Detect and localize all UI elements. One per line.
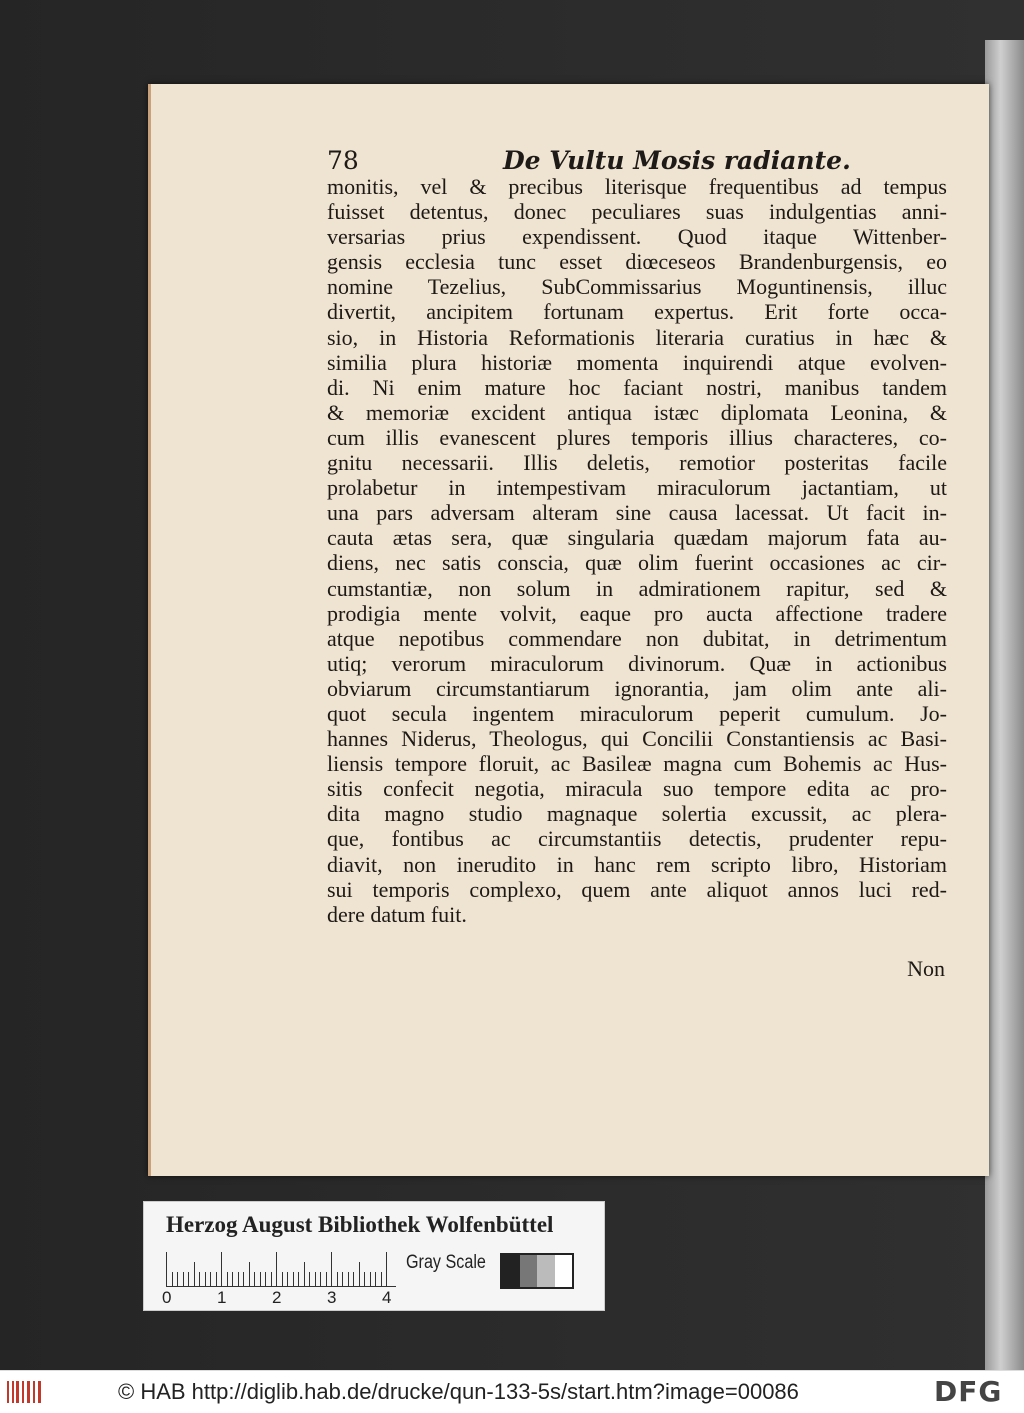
ruler-tick (183, 1272, 184, 1286)
ruler-tick (320, 1272, 321, 1286)
text-line: quot secula ingentem miraculorum peperit cumulum. Jo- (327, 700, 947, 726)
ruler-tick (166, 1252, 167, 1286)
ruler-tick (315, 1272, 316, 1286)
text-line: utiq; verorum miraculorum divinorum. Quæ in actionibus (327, 650, 947, 676)
text-line: dere datum fuit. (327, 901, 467, 927)
text-line: sio, in Historia Reformationis literaria curatius in hæc & (327, 324, 947, 350)
text-line: cum illis evanescent plures temporis illius characteres, co- (327, 424, 947, 450)
ruler-tick (353, 1272, 354, 1286)
ruler-tick (177, 1272, 178, 1286)
ruler-tick (271, 1272, 272, 1286)
text-line: diavit, non inerudito in hanc rem scripto libro, Historiam (327, 851, 947, 877)
text-line: liensis tempore floruit, ac Basileæ magna cum Bohemis ac Hus- (327, 751, 947, 777)
ruler-tick (232, 1272, 233, 1286)
text-line: sui temporis complexo, quem ante aliquot annos luci red- (327, 876, 947, 902)
ruler-tick (337, 1272, 338, 1286)
hab-barcode-logo-icon (6, 1379, 44, 1405)
ruler-tick (276, 1252, 277, 1286)
text-line: gnitu necessarii. Illis deletis, remotior posteritas facile (327, 450, 947, 476)
ruler-tick (386, 1252, 387, 1286)
text-line: prolabetur in intempestivam miraculorum jactantiam, ut (327, 475, 947, 501)
text-line: nomine Tezelius, SubCommissarius Moguntinensis, illuc (327, 274, 947, 300)
ruler-tick (265, 1272, 266, 1286)
ruler-tick (172, 1272, 173, 1286)
text-line: & memoriæ excident antiqua istæc diplomata Leonina, & (327, 399, 947, 425)
ruler-tick (243, 1272, 244, 1286)
ruler-number: 1 (217, 1288, 227, 1307)
gray-swatch (555, 1255, 573, 1287)
text-line: diens, nec satis conscia, quæ olim fuerint occasiones ac cir- (327, 550, 947, 576)
text-line: similia plura historiæ momenta inquirendi atque evolven- (327, 349, 947, 375)
ruler-tick (331, 1252, 332, 1286)
ruler-tick (205, 1272, 206, 1286)
ruler-tick (221, 1252, 222, 1286)
ruler-tick (359, 1262, 360, 1286)
gray-swatch (520, 1255, 538, 1287)
book-page (148, 84, 989, 1176)
text-line: obviarum circumstantiarum ignorantia, jam olim ante ali- (327, 675, 947, 701)
ruler-tick (375, 1272, 376, 1286)
text-line: prodigia mente volvit, eaque pro aucta affectione tradere (327, 600, 947, 626)
ruler-tick (282, 1272, 283, 1286)
gray-scale-swatches (500, 1253, 574, 1289)
institution-name: Herzog August Bibliothek Wolfenbüttel (166, 1212, 554, 1237)
ruler-tick (254, 1272, 255, 1286)
text-line: fuisset detentus, donec peculiares suas indulgentias anni- (327, 199, 947, 225)
gray-swatch (537, 1255, 555, 1287)
ruler-tick (342, 1272, 343, 1286)
ruler-tick (238, 1272, 239, 1286)
text-line: cumstantiæ, non solum in admirationem rapitur, sed & (327, 575, 947, 601)
ruler-tick (326, 1272, 327, 1286)
text-line: di. Ni enim mature hoc faciant nostri, manibus tandem (327, 374, 947, 400)
viewer-footer (0, 1370, 1024, 1413)
ruler-number: 3 (327, 1288, 337, 1307)
text-line: que, fontibus ac circumstantiis detectis, prudenter repu- (327, 826, 947, 852)
ruler-tick (298, 1272, 299, 1286)
ruler-tick (293, 1272, 294, 1286)
ruler-tick (287, 1272, 288, 1286)
ruler-tick (364, 1272, 365, 1286)
body-text (327, 174, 947, 927)
ruler-tick (194, 1262, 195, 1286)
text-line: atque nepotibus commendare non dubitat, in detrimentum (327, 625, 947, 651)
ruler-tick (199, 1272, 200, 1286)
dfg-logo: DFG (934, 1375, 1003, 1408)
text-line: monitis, vel & precibus literisque frequentibus ad tempus (327, 174, 947, 199)
catchword: Non (907, 956, 945, 981)
text-line: una pars adversam alteram sine causa lacessat. Ut facit in- (327, 500, 947, 526)
page-number: 78 (327, 146, 359, 175)
text-line: gensis ecclesia tunc esset diœceseos Brandenburgensis, eo (327, 249, 947, 275)
running-title: De Vultu Mosis radiante. (503, 146, 851, 175)
ruler-tick (370, 1272, 371, 1286)
ruler-number: 2 (272, 1288, 282, 1307)
ruler-number: 0 (162, 1288, 172, 1307)
ruler-tick (249, 1262, 250, 1286)
ruler-tick (304, 1262, 305, 1286)
running-head (327, 146, 947, 176)
gray-swatch (502, 1255, 520, 1287)
text-line: dita magno studio magnaque solertia excussit, ac plera- (327, 801, 947, 827)
ruler-tick (188, 1272, 189, 1286)
text-line: hannes Niderus, Theologus, qui Concilii Constantiensis ac Basi- (327, 726, 947, 752)
ruler-tick (216, 1272, 217, 1286)
text-line: sitis confecit negotia, miracula suo tempore edita ac pro- (327, 776, 947, 802)
scanner-edge (985, 40, 1024, 1370)
gray-scale-label: Gray Scale (406, 1252, 486, 1273)
copyright-link[interactable]: © HAB http://diglib.hab.de/drucke/qun-133-5s/start.htm?image=00086 (118, 1379, 799, 1404)
measurement-ruler (166, 1252, 396, 1287)
ruler-tick (210, 1272, 211, 1286)
text-line: cauta ætas sera, quæ singularia quædam majorum fata au- (327, 525, 947, 551)
ruler-tick (227, 1272, 228, 1286)
ruler-tick (381, 1272, 382, 1286)
ruler-tick (260, 1272, 261, 1286)
ruler-tick (309, 1272, 310, 1286)
ruler-number: 4 (382, 1288, 392, 1307)
text-line: divertit, ancipitem fortunam expertus. Erit forte occa- (327, 299, 947, 325)
text-line: versarias prius expendissent. Quod itaque Wittenber- (327, 224, 947, 250)
library-color-card (143, 1201, 605, 1311)
ruler-tick (348, 1272, 349, 1286)
